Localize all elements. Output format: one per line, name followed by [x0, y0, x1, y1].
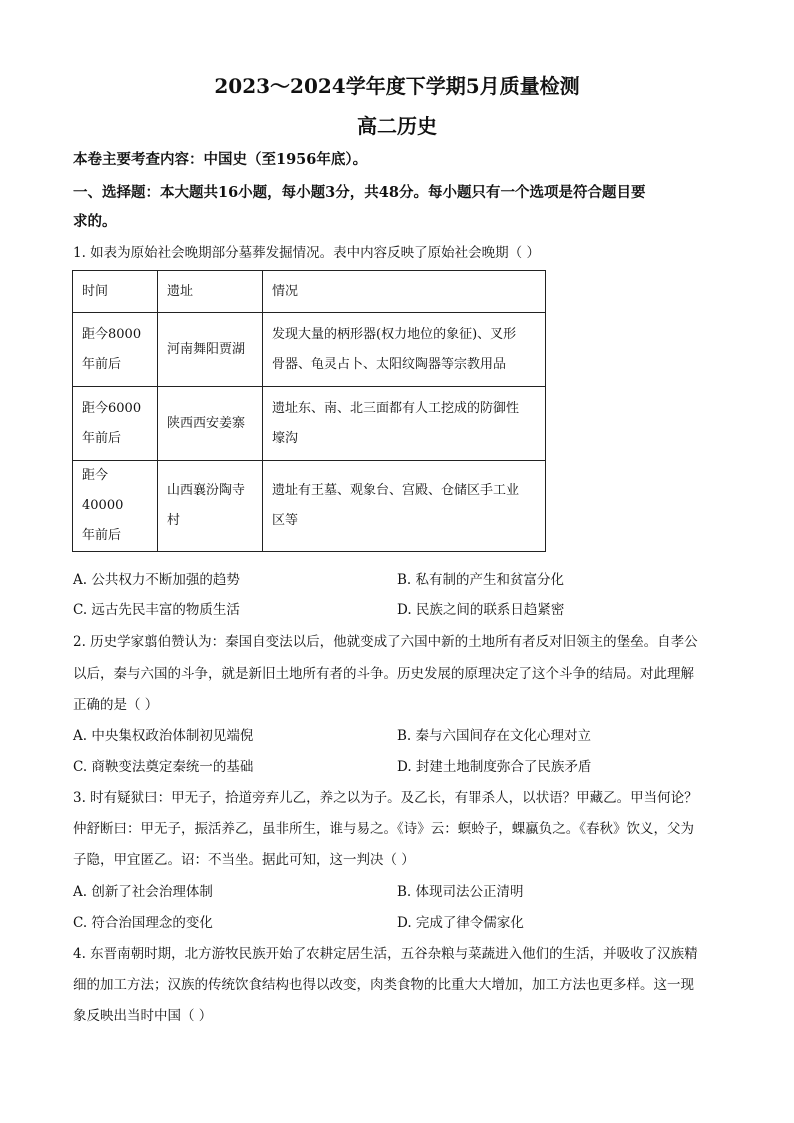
q2-option-b: B. 秦与六国间存在文化心理对立 — [397, 728, 592, 744]
table-row — [73, 313, 546, 387]
q2-option-c: C. 商鞅变法奠定秦统一的基础 — [73, 759, 254, 775]
section-heading-line1: 一、选择题：本大题共16小题，每小题3分，共48分。每小题只有一个选项是符合题目要 — [73, 184, 646, 201]
exam-title: 2023～2024学年度下学期5月质量检测 — [214, 74, 580, 98]
exam-subject: 高二历史 — [357, 114, 437, 138]
table-cell-time: 距今8000 年前后 — [73, 313, 158, 387]
table-header-situation: 情况 — [263, 271, 546, 313]
question-3-line1: 3. 时有疑狱曰：甲无子，拾道旁弃儿乙，养之以为子。及乙长，有罪杀人，以状语？甲藏乙。甲当何论？ — [73, 790, 698, 806]
table-row — [73, 461, 546, 552]
table-cell-desc: 遗址有王墓、观象台、宫殿、仓储区手工业 区等 — [263, 461, 546, 552]
question-1-stem: 1. 如表为原始社会晚期部分墓葬发掘情况。表中内容反映了原始社会晚期（ ） — [73, 245, 540, 261]
question-2-line1: 2. 历史学家翦伯赞认为：秦国自变法以后，他就变成了六国中新的土地所有者反对旧领主的堡垒。自孝公 — [73, 634, 698, 650]
table-header-time: 时间 — [73, 271, 158, 313]
q2-option-d: D. 封建土地制度弥合了民族矛盾 — [397, 759, 592, 775]
table-cell-desc: 遗址东、南、北三面都有人工挖成的防御性 壕沟 — [263, 387, 546, 461]
q3-option-b: B. 体现司法公正清明 — [397, 884, 524, 900]
question-2-line3: 正确的是（ ） — [73, 697, 159, 713]
q1-option-b: B. 私有制的产生和贫富分化 — [397, 572, 565, 588]
q1-option-a: A. 公共权力不断加强的趋势 — [73, 572, 240, 588]
table-cell-time: 距今6000 年前后 — [73, 387, 158, 461]
exam-scope: 本卷主要考查内容：中国史（至1956年底）。 — [73, 151, 368, 168]
question-4-line2: 细的加工方法；汉族的传统饮食结构也得以改变，肉类食物的比重大大增加，加工方法也更多样。这一现 — [73, 977, 694, 993]
q3-option-d: D. 完成了律令儒家化 — [397, 915, 524, 931]
table-cell-site: 河南舞阳贾湖 — [158, 313, 263, 387]
q1-option-d: D. 民族之间的联系日趋紧密 — [397, 602, 565, 618]
table-cell-desc: 发现大量的柄形器(权力地位的象征)、叉形 骨器、龟灵占卜、太阳纹陶器等宗教用品 — [263, 313, 546, 387]
question-4-line1: 4. 东晋南朝时期，北方游牧民族开始了农耕定居生活，五谷杂粮与菜蔬进入他们的生活，并吸收了汉族精 — [73, 946, 698, 962]
section-heading-line2: 求的。 — [73, 213, 117, 230]
q3-option-a: A. 创新了社会治理体制 — [73, 884, 213, 900]
excavation-table — [72, 270, 546, 552]
q1-option-c: C. 远古先民丰富的物质生活 — [73, 602, 240, 618]
q3-option-c: C. 符合治国理念的变化 — [73, 915, 213, 931]
table-row — [73, 387, 546, 461]
table-cell-site: 山西襄汾陶寺 村 — [158, 461, 263, 552]
table-cell-time: 距今40000 年前后 — [73, 461, 158, 552]
question-4-line3: 象反映出当时中国（ ） — [73, 1008, 213, 1024]
table-cell-site: 陕西西安姜寨 — [158, 387, 263, 461]
question-3-line2: 仲舒断曰：甲无子，振活养乙，虽非所生，谁与易之。《诗》云：螟蛉子，蜾蠃负之。《春秋》饮义，父为 — [73, 821, 694, 837]
table-header-row — [73, 271, 546, 313]
question-3-line3: 子隐，甲宜匿乙。诏：不当坐。据此可知，这一判决（ ） — [73, 852, 415, 868]
q2-option-a: A. 中央集权政治体制初见端倪 — [73, 728, 254, 744]
table-header-site: 遗址 — [158, 271, 263, 313]
question-2-line2: 以后，秦与六国的斗争，就是新旧土地所有者的斗争。历史发展的原理决定了这个斗争的结局。对此理解 — [73, 666, 694, 682]
